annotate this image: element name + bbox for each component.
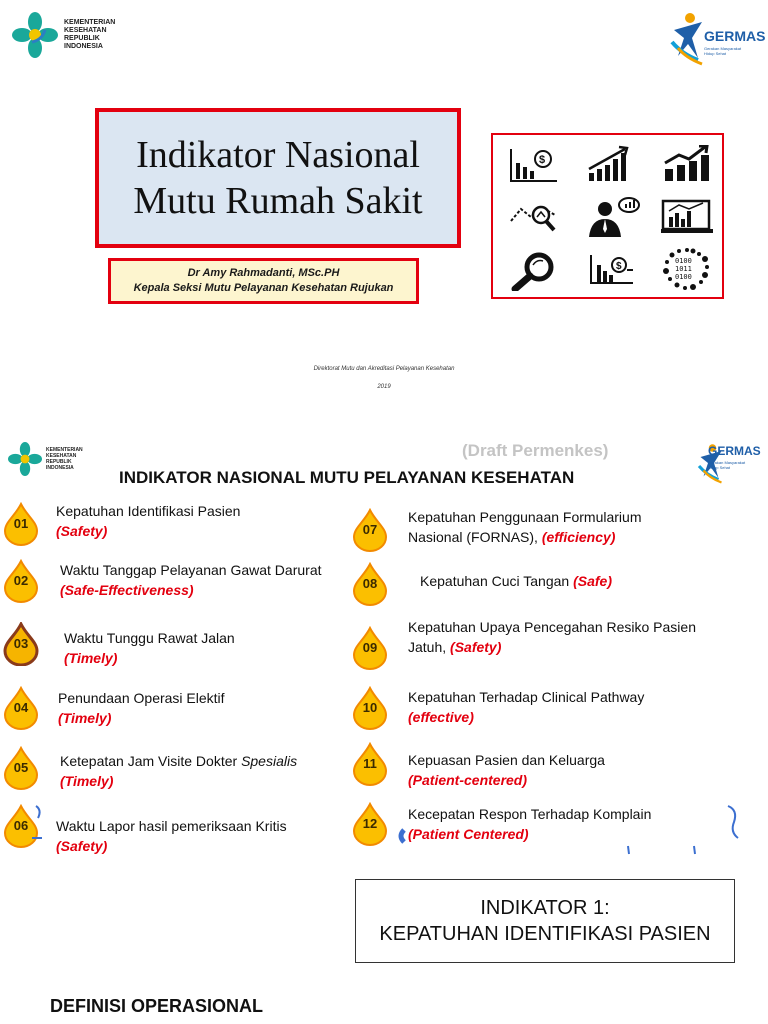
indicator-name-line2: Jatuh, (Safety) bbox=[408, 639, 502, 655]
indicator-badge bbox=[3, 746, 39, 790]
indicator-badge bbox=[352, 626, 388, 670]
svg-text:1011: 1011 bbox=[675, 265, 692, 273]
indicator-number: 03 bbox=[13, 636, 29, 651]
indicator-name-italic: Spesialis bbox=[241, 753, 298, 769]
indicator-category: (Safe) bbox=[573, 573, 612, 589]
kemenkes-logo-small bbox=[8, 442, 83, 476]
indicator-category: (Timely) bbox=[64, 650, 118, 666]
indicator-category: (Timely) bbox=[58, 710, 112, 726]
indicator-number: 11 bbox=[363, 756, 377, 771]
growth-arrow-icon bbox=[661, 145, 711, 183]
title-line-2: Mutu Rumah Sakit bbox=[133, 180, 423, 222]
indicator-number: 07 bbox=[362, 522, 378, 537]
indicator-category: (efficiency) bbox=[541, 529, 616, 545]
indicator-badge bbox=[352, 508, 388, 552]
indicator-name: Waktu Tunggu Rawat Jalan bbox=[64, 630, 235, 646]
germas-name: GERMAS bbox=[708, 444, 761, 458]
indicator-number: 06 bbox=[13, 818, 29, 833]
indicator-name: Kecepatan Respon Terhadap Komplain bbox=[408, 806, 652, 822]
germas-figure-icon bbox=[668, 8, 708, 68]
indicator-category: (effective) bbox=[408, 709, 474, 725]
dashboard-chart-icon bbox=[661, 197, 713, 235]
kemenkes-logo-text: KEMENTERIAN KESEHATAN REPUBLIK INDONESIA bbox=[46, 447, 83, 471]
kemenkes-logo bbox=[12, 12, 115, 58]
chart-dollar-icon bbox=[587, 251, 637, 291]
definisi-operasional-heading: DEFINISI OPERASIONAL bbox=[50, 996, 264, 1016]
indicator-name: Kepatuhan Cuci Tangan (Safe) bbox=[420, 573, 612, 589]
indicator-1-subtitle: KEPATUHAN IDENTIFIKASI PASIEN bbox=[379, 923, 711, 945]
kemenkes-emblem-icon bbox=[8, 442, 42, 476]
indicator-number: 09 bbox=[362, 640, 378, 655]
indicator-name: Waktu Tanggap Pelayanan Gawat Darurat bbox=[60, 562, 322, 578]
trend-search-icon bbox=[509, 199, 561, 233]
magnifier-icon bbox=[509, 251, 561, 291]
kemenkes-emblem-icon bbox=[12, 12, 58, 58]
germas-name: GERMAS bbox=[704, 28, 766, 44]
indicator-badge bbox=[352, 686, 388, 730]
germas-tagline: Gerakan Masyarakat Hidup Sehat bbox=[708, 460, 746, 470]
svg-text:0100: 0100 bbox=[675, 257, 692, 265]
indicator-badge bbox=[352, 802, 388, 846]
kemenkes-logo-text: KEMENTERIAN KESEHATAN REPUBLIK INDONESIA bbox=[64, 19, 116, 50]
bar-chart-dollar-icon bbox=[509, 147, 559, 183]
slide2-title: INDIKATOR NASIONAL MUTU PELAYANAN KESEHATAN bbox=[119, 468, 575, 487]
indicator-1-title: INDIKATOR 1: bbox=[480, 897, 610, 919]
germas-logo-small bbox=[696, 440, 762, 486]
title-box bbox=[95, 108, 461, 248]
draft-label: (Draft Permenkes) bbox=[462, 441, 609, 460]
indicator-badge bbox=[3, 502, 39, 546]
indicator-category: (Safe-Effectiveness) bbox=[60, 582, 194, 598]
year-text: 2019 bbox=[377, 384, 391, 390]
stray-marks-icon bbox=[394, 800, 754, 860]
indicator-category: (Patient-centered) bbox=[408, 772, 528, 788]
germas-logo bbox=[668, 8, 766, 68]
author-box bbox=[108, 258, 419, 304]
indicator-badge bbox=[352, 562, 388, 606]
svg-text:$: $ bbox=[616, 261, 622, 272]
indicator-category: (Safety) bbox=[56, 838, 108, 854]
indicator-name: Penundaan Operasi Elektif bbox=[58, 690, 225, 706]
indicator-badge bbox=[3, 686, 39, 730]
indicator-category: (Patient Centered) bbox=[408, 826, 529, 842]
rising-bars-icon bbox=[585, 145, 635, 183]
indicator-name: Kepatuhan Identifikasi Pasien bbox=[56, 503, 241, 519]
indicator-name: Kepatuhan Terhadap Clinical Pathway bbox=[408, 689, 645, 705]
bracket-mark-icon bbox=[30, 804, 44, 844]
indicator-badge bbox=[3, 622, 39, 666]
presenter-chart-icon bbox=[585, 195, 641, 237]
indicator-name: Kepatuhan Upaya Pencegahan Resiko Pasien bbox=[408, 619, 696, 635]
indicator-number: 02 bbox=[13, 573, 29, 588]
indicator-name: Kepatuhan Penggunaan Formularium bbox=[408, 509, 642, 525]
indicator-badge bbox=[352, 742, 388, 786]
indicator-number: 08 bbox=[362, 576, 378, 591]
indicator-number: 04 bbox=[13, 700, 29, 715]
indicator-category: (Timely) bbox=[60, 773, 114, 789]
indicator-number: 05 bbox=[13, 760, 29, 775]
svg-text:0100: 0100 bbox=[675, 273, 692, 281]
indicator-1-box bbox=[355, 879, 735, 963]
indicator-number: 10 bbox=[362, 700, 378, 715]
indicator-name: Kepuasan Pasien dan Keluarga bbox=[408, 752, 605, 768]
author-name: Dr Amy Rahmadanti, MSc.PH bbox=[187, 267, 340, 279]
icon-grid bbox=[491, 133, 724, 299]
indicator-name: Ketepatan Jam Visite Dokter Spesialis bbox=[60, 753, 298, 769]
indicator-badge bbox=[3, 559, 39, 603]
indicator-category: (Safety) bbox=[450, 639, 502, 655]
indicator-name-line2: Nasional (FORNAS), (efficiency) bbox=[408, 529, 616, 545]
indicator-category: (Safety) bbox=[56, 523, 108, 539]
directorate-text: Direktorat Mutu dan Akreditasi Pelayanan Kesehatan bbox=[313, 366, 455, 372]
indicator-name: Waktu Lapor hasil pemeriksaan Kritis bbox=[56, 818, 287, 834]
indicator-number: 01 bbox=[13, 516, 29, 531]
title-line-1: Indikator Nasional bbox=[136, 134, 420, 176]
binary-data-icon bbox=[661, 247, 713, 293]
germas-tagline: Gerakan Masyarakat Hidup Sehat bbox=[704, 46, 742, 56]
svg-text:$: $ bbox=[539, 154, 546, 166]
indicator-number: 12 bbox=[362, 816, 378, 831]
author-role: Kepala Seksi Mutu Pelayanan Kesehatan Rujukan bbox=[133, 282, 394, 294]
